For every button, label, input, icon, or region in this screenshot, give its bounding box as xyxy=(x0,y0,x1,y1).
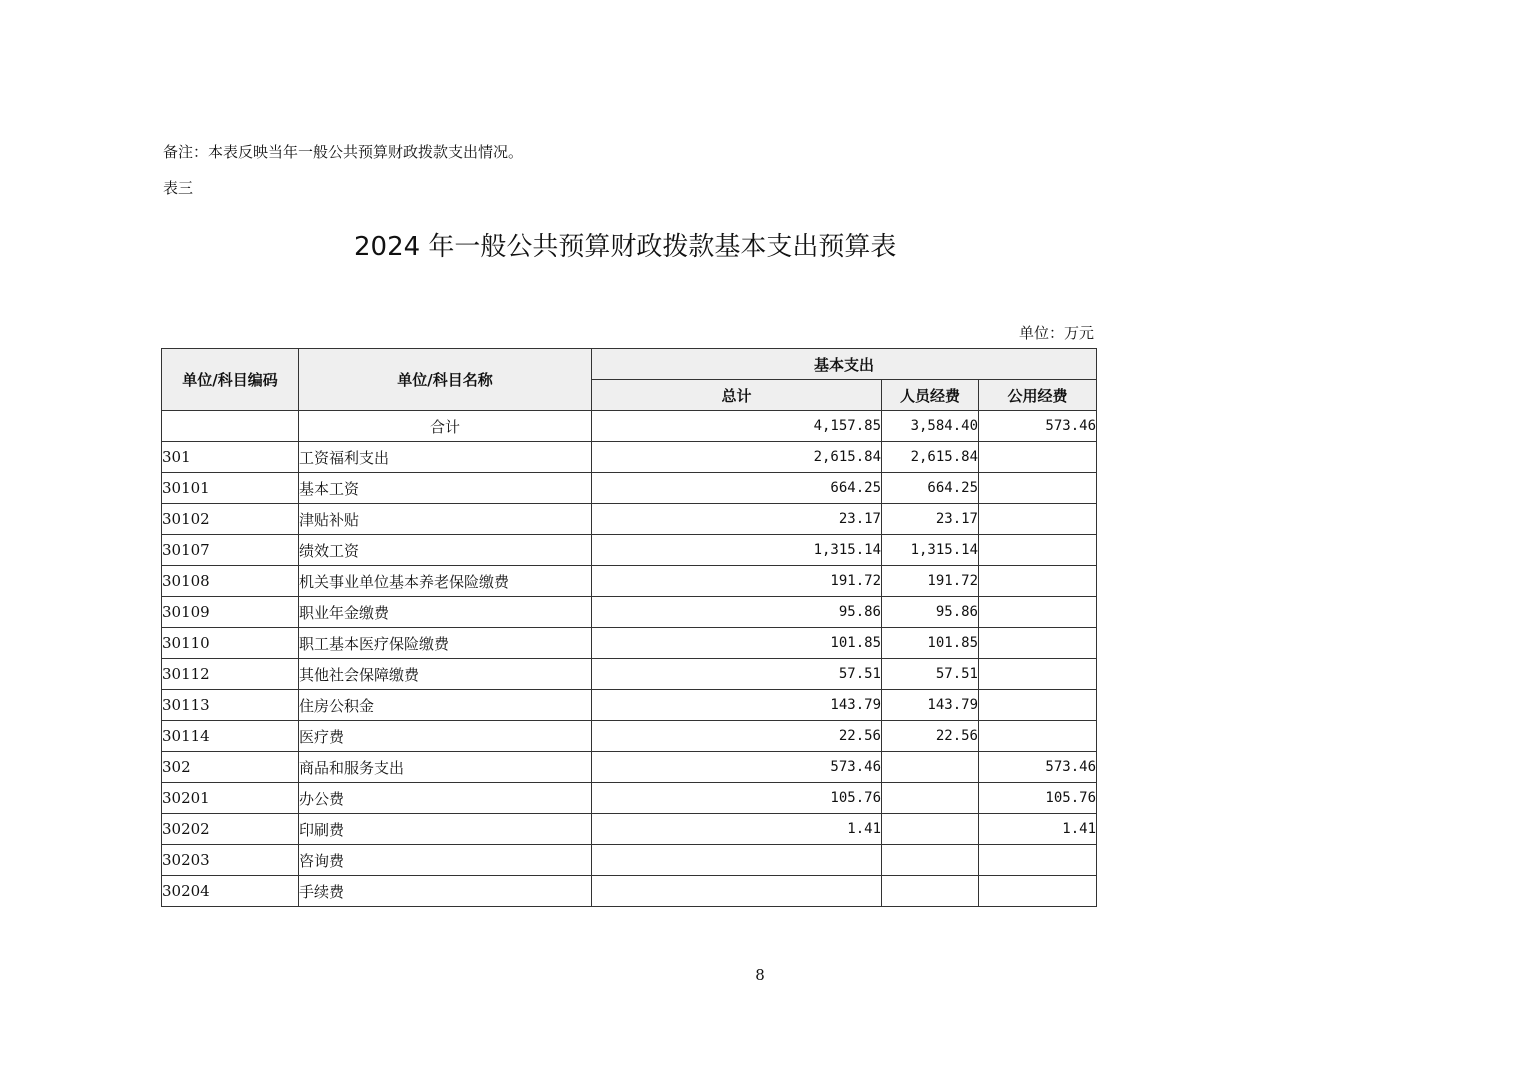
cell-code: 301 xyxy=(162,442,299,473)
total-row xyxy=(162,411,1097,442)
cell-name: 其他社会保障缴费 xyxy=(299,659,592,690)
cell-total: 23.17 xyxy=(592,504,882,535)
header-row-1 xyxy=(162,349,1097,380)
cell-personnel: 101.85 xyxy=(882,628,979,659)
table-row xyxy=(162,783,1097,814)
table-row xyxy=(162,566,1097,597)
cell-personnel xyxy=(882,814,979,845)
cell-personnel: 191.72 xyxy=(882,566,979,597)
cell-code: 30101 xyxy=(162,473,299,504)
cell-code: 30113 xyxy=(162,690,299,721)
cell-total xyxy=(592,876,882,907)
page-number: 8 xyxy=(755,966,765,984)
cell-public xyxy=(979,473,1097,504)
table-row xyxy=(162,628,1097,659)
table-row xyxy=(162,597,1097,628)
header-basic-expenditure: 基本支出 xyxy=(592,349,1097,380)
cell-name: 机关事业单位基本养老保险缴费 xyxy=(299,566,592,597)
cell-code: 30102 xyxy=(162,504,299,535)
cell-personnel xyxy=(882,845,979,876)
cell-personnel xyxy=(882,876,979,907)
table-label: 表三 xyxy=(163,179,194,197)
cell-code: 30204 xyxy=(162,876,299,907)
cell-personnel: 143.79 xyxy=(882,690,979,721)
cell-public xyxy=(979,597,1097,628)
cell-name: 办公费 xyxy=(299,783,592,814)
cell-total: 143.79 xyxy=(592,690,882,721)
cell-total: 1.41 xyxy=(592,814,882,845)
cell-code: 302 xyxy=(162,752,299,783)
cell-personnel xyxy=(882,752,979,783)
cell-total: 2,615.84 xyxy=(592,442,882,473)
cell-total xyxy=(592,845,882,876)
cell-code: 30202 xyxy=(162,814,299,845)
cell-code: 30110 xyxy=(162,628,299,659)
table-row xyxy=(162,721,1097,752)
cell-name: 基本工资 xyxy=(299,473,592,504)
cell-name: 咨询费 xyxy=(299,845,592,876)
cell-public xyxy=(979,442,1097,473)
remark-note: 备注：本表反映当年一般公共预算财政拨款支出情况。 xyxy=(163,143,524,161)
header-personnel: 人员经费 xyxy=(882,380,979,411)
header-public: 公用经费 xyxy=(979,380,1097,411)
budget-table xyxy=(161,348,1097,907)
cell-personnel: 95.86 xyxy=(882,597,979,628)
table-row xyxy=(162,876,1097,907)
cell-public xyxy=(979,721,1097,752)
cell-name: 手续费 xyxy=(299,876,592,907)
cell-personnel: 664.25 xyxy=(882,473,979,504)
unit-label: 单位：万元 xyxy=(1018,324,1094,342)
cell-public xyxy=(979,628,1097,659)
cell-public: 573.46 xyxy=(979,752,1097,783)
cell-personnel: 22.56 xyxy=(882,721,979,752)
cell-total: 57.51 xyxy=(592,659,882,690)
header-total: 总计 xyxy=(592,380,882,411)
cell-total: 4,157.85 xyxy=(592,411,882,442)
cell-total: 573.46 xyxy=(592,752,882,783)
cell-total: 105.76 xyxy=(592,783,882,814)
cell-code: 30107 xyxy=(162,535,299,566)
cell-public xyxy=(979,504,1097,535)
cell-public xyxy=(979,535,1097,566)
cell-public xyxy=(979,566,1097,597)
table-row xyxy=(162,690,1097,721)
cell-name: 商品和服务支出 xyxy=(299,752,592,783)
cell-total: 1,315.14 xyxy=(592,535,882,566)
cell-public: 573.46 xyxy=(979,411,1097,442)
cell-personnel: 3,584.40 xyxy=(882,411,979,442)
cell-name: 医疗费 xyxy=(299,721,592,752)
cell-name: 印刷费 xyxy=(299,814,592,845)
cell-name: 职工基本医疗保险缴费 xyxy=(299,628,592,659)
cell-personnel: 2,615.84 xyxy=(882,442,979,473)
cell-code: 30203 xyxy=(162,845,299,876)
cell-total: 101.85 xyxy=(592,628,882,659)
cell-personnel: 1,315.14 xyxy=(882,535,979,566)
cell-code: 30108 xyxy=(162,566,299,597)
table-row xyxy=(162,442,1097,473)
cell-total: 95.86 xyxy=(592,597,882,628)
header-code: 单位/科目编码 xyxy=(162,349,299,411)
cell-total: 191.72 xyxy=(592,566,882,597)
cell-name: 住房公积金 xyxy=(299,690,592,721)
cell-public: 1.41 xyxy=(979,814,1097,845)
table-row xyxy=(162,473,1097,504)
cell-name: 津贴补贴 xyxy=(299,504,592,535)
cell-public xyxy=(979,659,1097,690)
header-name: 单位/科目名称 xyxy=(299,349,592,411)
cell-public xyxy=(979,845,1097,876)
table-row xyxy=(162,504,1097,535)
table-row xyxy=(162,535,1097,566)
cell-total: 664.25 xyxy=(592,473,882,504)
table-row xyxy=(162,659,1097,690)
cell-code: 30112 xyxy=(162,659,299,690)
table-row xyxy=(162,752,1097,783)
cell-code: 30201 xyxy=(162,783,299,814)
cell-personnel: 57.51 xyxy=(882,659,979,690)
cell-code: 30109 xyxy=(162,597,299,628)
cell-personnel: 23.17 xyxy=(882,504,979,535)
page-title: 2024 年一般公共预算财政拨款基本支出预算表 xyxy=(354,232,897,262)
table-row xyxy=(162,845,1097,876)
cell-public xyxy=(979,690,1097,721)
cell-name: 职业年金缴费 xyxy=(299,597,592,628)
cell-name: 工资福利支出 xyxy=(299,442,592,473)
cell-personnel xyxy=(882,783,979,814)
cell-name: 绩效工资 xyxy=(299,535,592,566)
table-row xyxy=(162,814,1097,845)
cell-code xyxy=(162,411,299,442)
cell-total: 22.56 xyxy=(592,721,882,752)
cell-public xyxy=(979,876,1097,907)
cell-code: 30114 xyxy=(162,721,299,752)
cell-public: 105.76 xyxy=(979,783,1097,814)
cell-name: 合计 xyxy=(299,411,592,442)
